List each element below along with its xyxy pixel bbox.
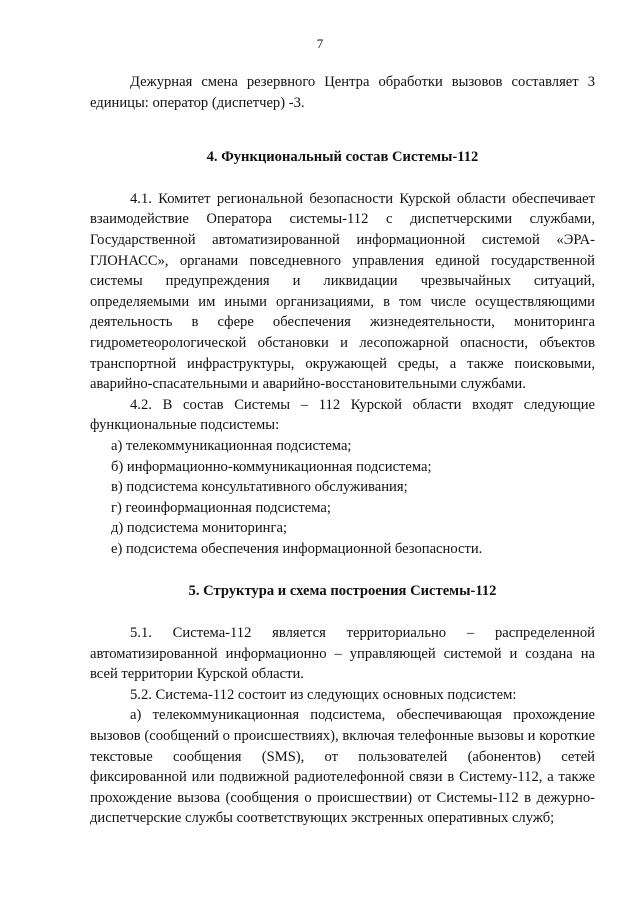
list-item: д) подсистема мониторинга; <box>111 520 287 537</box>
section-4-heading: 4. Функциональный состав Системы-112 <box>206 149 479 166</box>
paragraph-4-2: 4.2. В состав Системы – 112 Курской области входят следующие функциональные подсистемы: <box>90 396 595 434</box>
list-item: б) информационно-коммуникационная подсистема; <box>111 458 432 475</box>
list-item: г) геоинформационная подсистема; <box>111 499 331 516</box>
paragraph-4-1: 4.1. Комитет региональной безопасности Курской области обеспечивает взаимодействие Оператора системы-112 с диспетчерскими службами, Государственной автоматизированной информационной системой «ЭРА-ГЛОНАСС», органами повседневного управления единой государственной системы предупреждения и ликвидации чрезвычайных ситуаций, определяемыми им иными организациями, в том числе осуществляющими деятельность в сфере обеспечения жизнедеятельности, мониторинга гидрометеорологической обстановки и лесопожарной опасности, объектов транспортной инфраструктуры, окружающей среды, а также поисковыми, аварийно-спасательными и аварийно-восстановительными службами. <box>90 190 595 393</box>
paragraph-5-2-a: а) телекоммуникационная подсистема, обеспечивающая прохождение вызовов (сообщений о происшествиях), включая телефонные вызовы и короткие текстовые сообщения (SMS), от пользователей (абонентов) сетей фиксированной или подвижной радиотелефонной связи в Систему-112, а также прохождение вызова (сообщения о происшествии) от Системы-112 в дежурно-диспетчерские службы соответствующих экстренных оперативных служб; <box>90 707 595 827</box>
list-item: в) подсистема консультативного обслуживания; <box>111 479 408 496</box>
subsystem-list <box>90 436 595 560</box>
paragraph-5-1: 5.1. Система-112 является территориально – распределенной автоматизированной информационно – управляющей системой и создана на всей территории Курской области. <box>90 625 595 683</box>
page-number: 7 <box>316 36 324 51</box>
list-item: а) телекоммуникационная подсистема; <box>111 437 352 454</box>
document-body <box>90 72 595 829</box>
list-item: е) подсистема обеспечения информационной безопасности. <box>111 540 483 557</box>
paragraph-5-2: 5.2. Система-112 состоит из следующих основных подсистем: <box>130 686 517 703</box>
intro-paragraph: Дежурная смена резервного Центра обработки вызовов составляет 3 единицы: оператор (диспетчер) -3. <box>90 74 595 111</box>
section-5-heading: 5. Структура и схема построения Системы-112 <box>188 583 497 600</box>
